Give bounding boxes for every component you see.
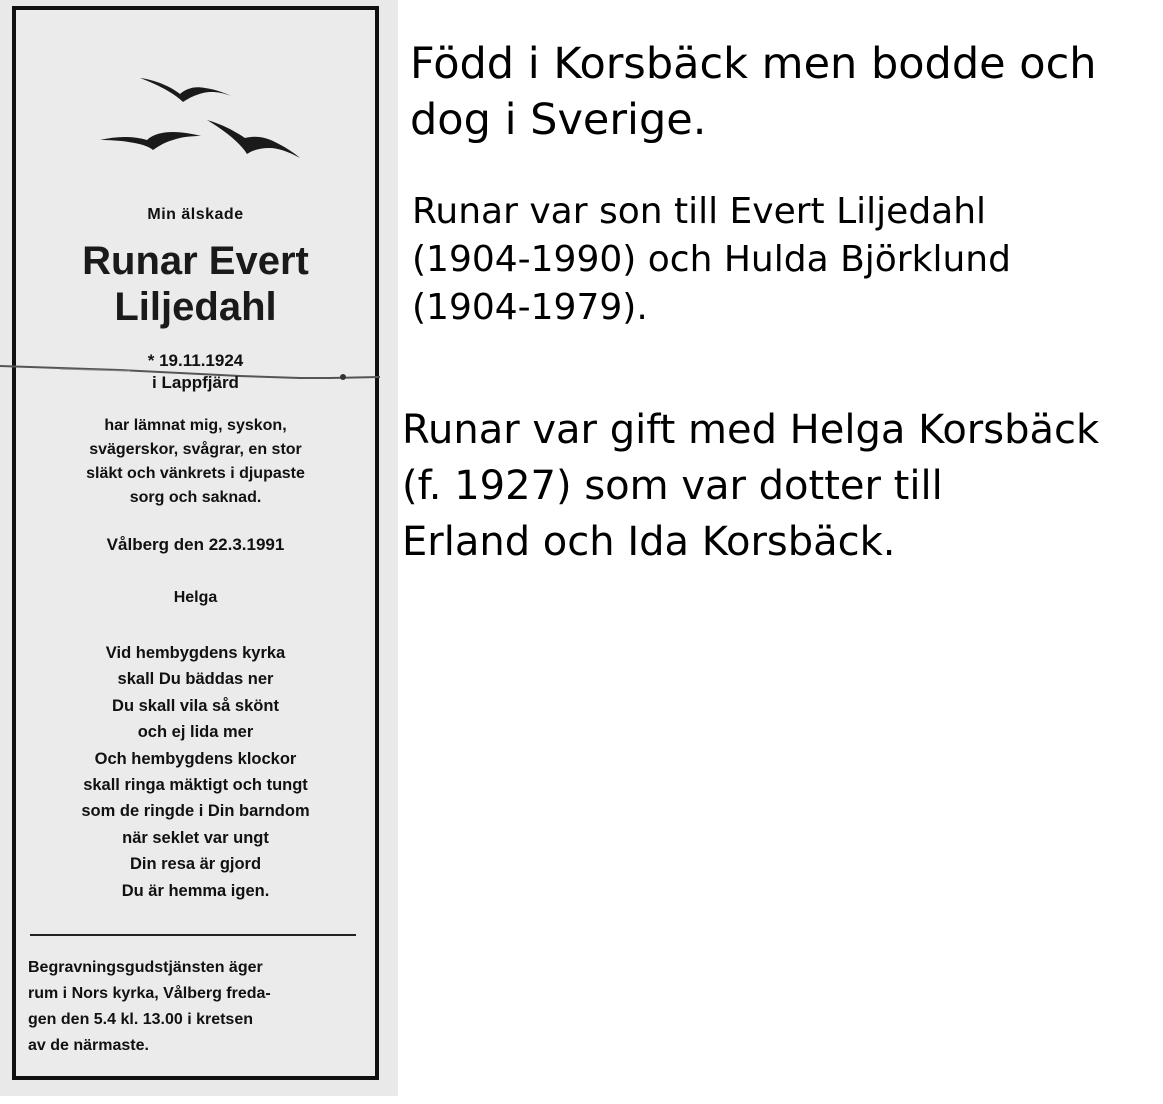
- birth-place: i Lappfjärd: [152, 373, 239, 392]
- name-line-1: Runar Evert: [82, 239, 309, 283]
- deceased-name: [16, 238, 375, 330]
- divider-rule: [30, 934, 356, 936]
- name-line-2: Liljedahl: [114, 285, 277, 329]
- origin-note: Född i Korsbäck men bodde och dog i Sverige.: [410, 39, 1097, 145]
- death-place-date: Vålberg den 22.3.1991: [106, 535, 285, 554]
- intro-line: Min älskade: [147, 206, 244, 223]
- birds-icon: [95, 70, 315, 170]
- birth-info: [16, 350, 375, 394]
- funeral-notice: Begravningsgudstjänsten äger rum i Nors kyrka, Vålberg freda- gen den 5.4 kl. 13.00 i kretsen av de närmaste.: [28, 959, 271, 1054]
- memorial-poem: Vid hembygdens kyrka skall Du bäddas ner Du skall vila så skönt och ej lida mer Och hembygdens klockor skall ringa mäktigt och tungt som de ringde i Din barndom när seklet var ungt Din resa är gjord Du är hemma igen.: [81, 644, 310, 900]
- parents-note: Runar var son till Evert Liljedahl (1904-1990) och Hulda Björklund (1904-1979).: [412, 191, 1011, 328]
- mourners-text: har lämnat mig, syskon, svägerskor, svågrar, en stor släkt och vänkrets i djupaste sorg och saknad.: [86, 417, 305, 506]
- birth-date: * 19.11.1924: [147, 351, 244, 370]
- signature: Helga: [173, 589, 218, 606]
- marriage-note: Runar var gift med Helga Korsbäck (f. 1927) som var dotter till Erland och Ida Korsbäck.: [402, 407, 1100, 565]
